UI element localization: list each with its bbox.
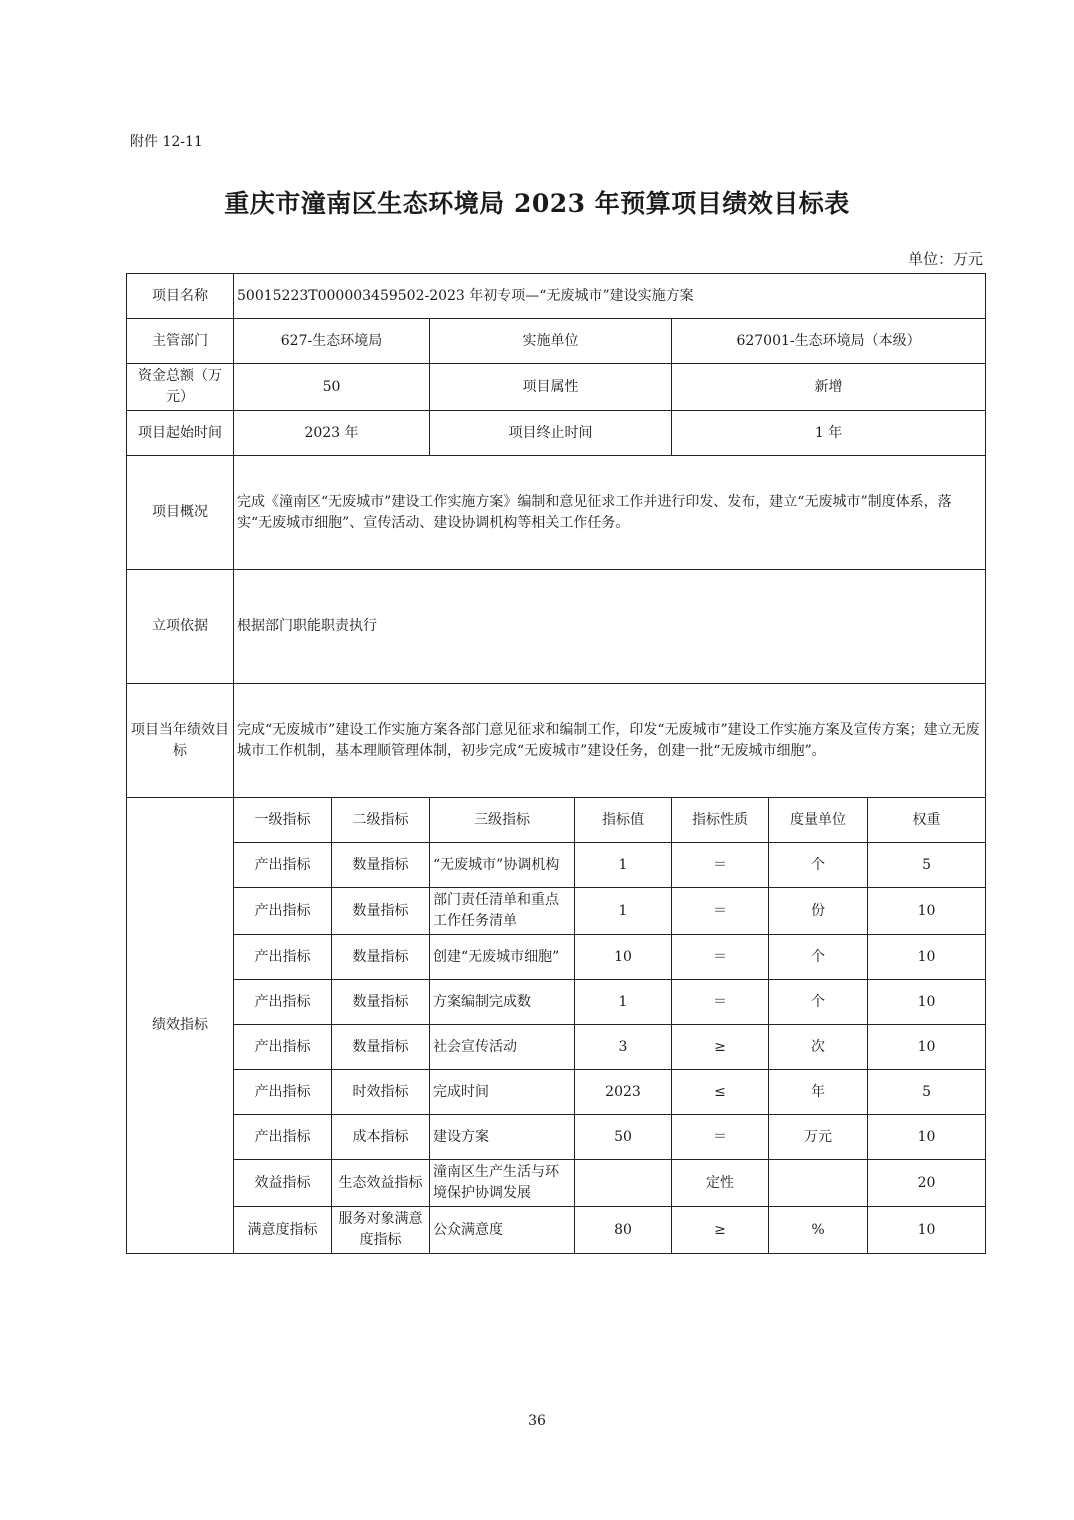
level2-cell: 数量指标 — [332, 935, 430, 980]
weight-cell: 10 — [868, 1115, 986, 1160]
nature-cell: ＝ — [672, 843, 769, 888]
level1-cell: 产出指标 — [234, 1070, 332, 1115]
indicator-row — [127, 1207, 986, 1254]
level1-cell: 产出指标 — [234, 935, 332, 980]
value-cell: 1 — [575, 980, 672, 1025]
level3-cell: 潼南区生产生活与环境保护协调发展 — [430, 1160, 575, 1207]
weight-cell: 5 — [868, 1070, 986, 1115]
indicator-row — [127, 1025, 986, 1070]
header-cell: 三级指标 — [430, 798, 575, 843]
start-value: 2023 年 — [234, 411, 430, 456]
weight-cell: 20 — [868, 1160, 986, 1207]
level2-cell: 服务对象满意度指标 — [332, 1207, 430, 1254]
basis-label: 立项依据 — [127, 570, 234, 684]
overview-value: 完成《潼南区“无废城市”建设工作实施方案》编制和意见征求工作并进行印发、发布，建立“无废城市”制度体系，落实“无废城市细胞”、宣传活动、建设协调机构等相关工作任务。 — [234, 456, 986, 570]
header-cell: 指标值 — [575, 798, 672, 843]
project-name-label: 项目名称 — [127, 274, 234, 319]
level2-cell: 数量指标 — [332, 1025, 430, 1070]
fund-label: 资金总额（万元） — [127, 364, 234, 411]
indicator-row — [127, 1160, 986, 1207]
indicator-row — [127, 843, 986, 888]
level1-cell: 产出指标 — [234, 980, 332, 1025]
unit-cell: 次 — [769, 1025, 868, 1070]
page-title: 重庆市潼南区生态环境局 2023 年预算项目绩效目标表 — [224, 189, 850, 218]
attr-label: 项目属性 — [430, 364, 672, 411]
value-cell: 80 — [575, 1207, 672, 1254]
row-project-name — [127, 274, 986, 319]
row-fund — [127, 364, 986, 411]
impl-value: 627001-生态环境局（本级） — [672, 319, 986, 364]
level3-cell: “无废城市”协调机构 — [430, 843, 575, 888]
header-cell: 权重 — [868, 798, 986, 843]
end-label: 项目终止时间 — [430, 411, 672, 456]
overview-label: 项目概况 — [127, 456, 234, 570]
unit-cell: % — [769, 1207, 868, 1254]
row-goal — [127, 684, 986, 798]
level3-cell: 公众满意度 — [430, 1207, 575, 1254]
row-overview — [127, 456, 986, 570]
performance-table — [126, 273, 986, 1254]
level1-cell: 产出指标 — [234, 843, 332, 888]
indicator-row — [127, 1070, 986, 1115]
header-cell: 指标性质 — [672, 798, 769, 843]
level3-cell: 部门责任清单和重点工作任务清单 — [430, 888, 575, 935]
unit-cell — [769, 1160, 868, 1207]
weight-cell: 10 — [868, 935, 986, 980]
value-cell: 10 — [575, 935, 672, 980]
unit-cell: 份 — [769, 888, 868, 935]
level3-cell: 建设方案 — [430, 1115, 575, 1160]
basis-value: 根据部门职能职责执行 — [234, 570, 986, 684]
row-basis — [127, 570, 986, 684]
header-cell: 二级指标 — [332, 798, 430, 843]
end-value: 1 年 — [672, 411, 986, 456]
weight-cell: 10 — [868, 980, 986, 1025]
level1-cell: 产出指标 — [234, 1115, 332, 1160]
nature-cell: ≤ — [672, 1070, 769, 1115]
impl-label: 实施单位 — [430, 319, 672, 364]
unit-cell: 年 — [769, 1070, 868, 1115]
weight-cell: 10 — [868, 1025, 986, 1070]
nature-cell: ＝ — [672, 935, 769, 980]
nature-cell: ＝ — [672, 1115, 769, 1160]
nature-cell: 定性 — [672, 1160, 769, 1207]
indicator-row — [127, 1115, 986, 1160]
nature-cell: ＝ — [672, 980, 769, 1025]
unit-label: 单位：万元 — [907, 250, 983, 268]
unit-cell: 个 — [769, 980, 868, 1025]
row-department — [127, 319, 986, 364]
weight-cell: 5 — [868, 843, 986, 888]
weight-cell: 10 — [868, 1207, 986, 1254]
value-cell: 3 — [575, 1025, 672, 1070]
level2-cell: 数量指标 — [332, 980, 430, 1025]
nature-cell: ＝ — [672, 888, 769, 935]
dept-value: 627-生态环境局 — [234, 319, 430, 364]
level1-cell: 产出指标 — [234, 888, 332, 935]
level3-cell: 社会宣传活动 — [430, 1025, 575, 1070]
dept-label: 主管部门 — [127, 319, 234, 364]
header-cell: 度量单位 — [769, 798, 868, 843]
goal-value: 完成“无废城市”建设工作实施方案各部门意见征求和编制工作，印发“无废城市”建设工作实施方案及宣传方案；建立无废城市工作机制，基本理顺管理体制，初步完成“无废城市”建设任务，创建一批“无废城市细胞”。 — [234, 684, 986, 798]
level2-cell: 时效指标 — [332, 1070, 430, 1115]
level2-cell: 成本指标 — [332, 1115, 430, 1160]
value-cell: 2023 — [575, 1070, 672, 1115]
value-cell — [575, 1160, 672, 1207]
indicator-header-row — [127, 798, 986, 843]
indicator-row — [127, 935, 986, 980]
unit-cell: 个 — [769, 843, 868, 888]
indicator-row — [127, 980, 986, 1025]
unit-cell: 个 — [769, 935, 868, 980]
level3-cell: 创建“无废城市细胞” — [430, 935, 575, 980]
attachment-label: 附件 12-11 — [130, 134, 203, 150]
nature-cell: ≥ — [672, 1025, 769, 1070]
level3-cell: 完成时间 — [430, 1070, 575, 1115]
start-label: 项目起始时间 — [127, 411, 234, 456]
goal-label: 项目当年绩效目标 — [127, 684, 234, 798]
level1-cell: 满意度指标 — [234, 1207, 332, 1254]
indicators-section-label: 绩效指标 — [127, 798, 234, 1254]
level2-cell: 数量指标 — [332, 888, 430, 935]
value-cell: 1 — [575, 843, 672, 888]
page-number: 36 — [528, 1413, 546, 1429]
header-cell: 一级指标 — [234, 798, 332, 843]
value-cell: 50 — [575, 1115, 672, 1160]
level3-cell: 方案编制完成数 — [430, 980, 575, 1025]
level2-cell: 数量指标 — [332, 843, 430, 888]
weight-cell: 10 — [868, 888, 986, 935]
level2-cell: 生态效益指标 — [332, 1160, 430, 1207]
level1-cell: 产出指标 — [234, 1025, 332, 1070]
level1-cell: 效益指标 — [234, 1160, 332, 1207]
value-cell: 1 — [575, 888, 672, 935]
nature-cell: ≥ — [672, 1207, 769, 1254]
unit-cell: 万元 — [769, 1115, 868, 1160]
row-time — [127, 411, 986, 456]
indicator-row — [127, 888, 986, 935]
fund-value: 50 — [234, 364, 430, 411]
project-name-value: 50015223T000003459502-2023 年初专项—“无废城市”建设实施方案 — [234, 274, 986, 319]
attr-value: 新增 — [672, 364, 986, 411]
